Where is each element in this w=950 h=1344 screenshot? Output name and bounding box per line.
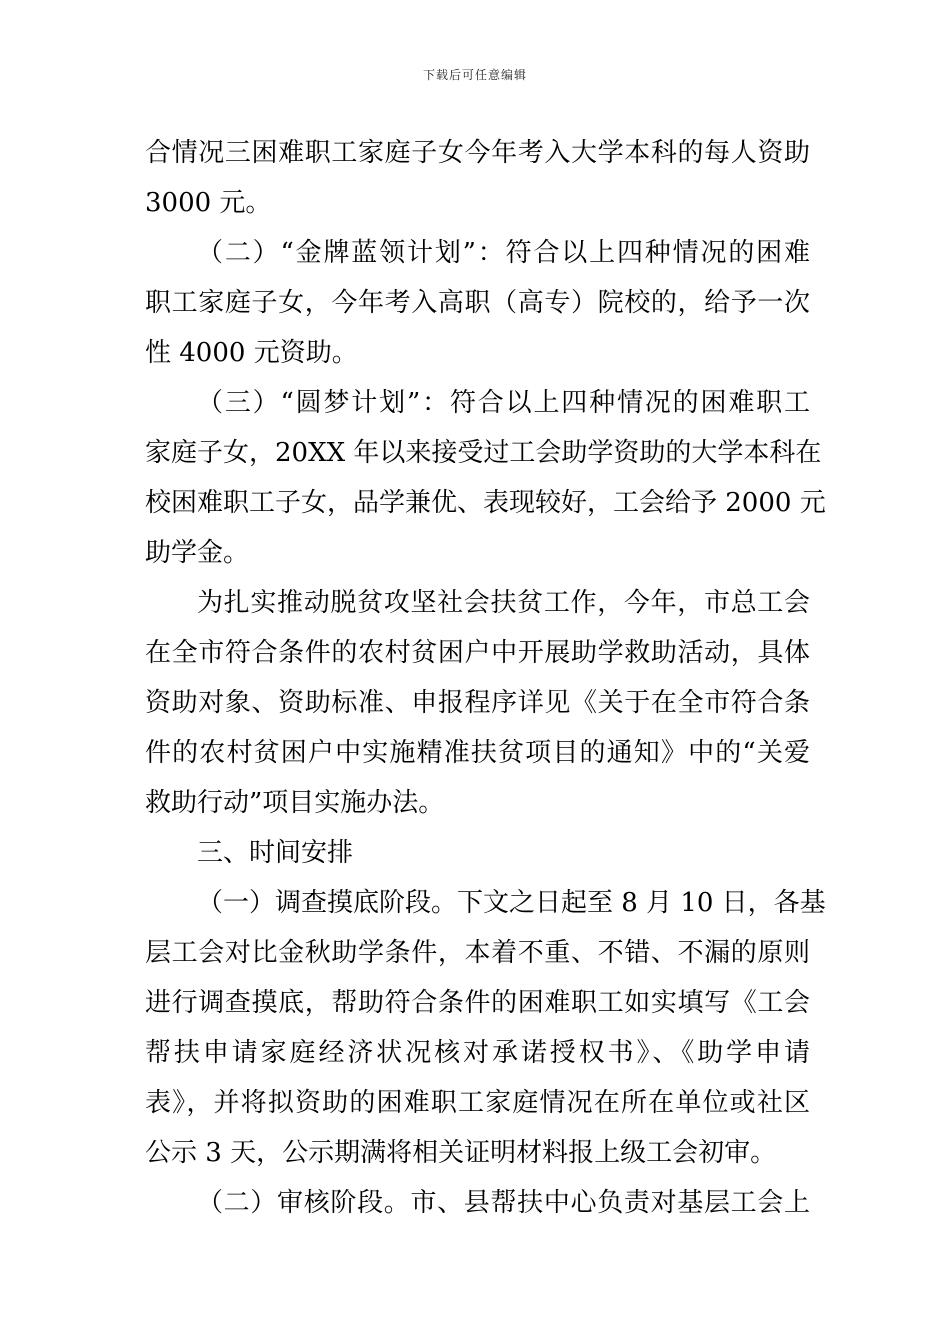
text-line: 资助对象、资助标准、申报程序详见《关于在全市符合条 bbox=[145, 688, 810, 718]
text-line: （一）调查摸底阶段。下文之日起至 8 月 10 日，各基 bbox=[197, 888, 826, 918]
text-line: 合情况三困难职工家庭子女今年考入大学本科的每人资助 bbox=[145, 138, 810, 168]
text-line: 三、时间安排 bbox=[197, 838, 354, 868]
text-line: 救助行动”项目实施办法。 bbox=[145, 788, 445, 818]
text-line: 校困难职工子女，品学兼优、表现较好，工会给予 2000 元 bbox=[145, 488, 826, 518]
text-line: 公示 3 天，公示期满将相关证明材料报上级工会初审。 bbox=[145, 1138, 777, 1168]
text-line: 性 4000 元资助。 bbox=[145, 338, 358, 368]
document-body bbox=[145, 128, 826, 1228]
text-line: 层工会对比金秋助学条件，本着不重、不错、不漏的原则 bbox=[145, 938, 810, 968]
text-line: （三）“圆梦计划”：符合以上四种情况的困难职工 bbox=[197, 388, 810, 418]
text-line: 职工家庭子女，今年考入高职（高专）院校的，给予一次 bbox=[145, 288, 810, 318]
text-line: 帮扶申请家庭经济状况核对承诺授权书》、《助学申请 bbox=[145, 1038, 810, 1068]
text-line: 3000 元。 bbox=[145, 188, 272, 218]
text-line: 在全市符合条件的农村贫困户中开展助学救助活动，具体 bbox=[145, 638, 810, 668]
text-line: （二）“金牌蓝领计划”：符合以上四种情况的困难 bbox=[197, 238, 810, 268]
text-line: 助学金。 bbox=[145, 538, 250, 568]
text-line: （二）审核阶段。市、县帮扶中心负责对基层工会上 bbox=[197, 1188, 810, 1218]
text-line: 为扎实推动脱贫攻坚社会扶贫工作，今年，市总工会 bbox=[197, 588, 810, 618]
text-line: 进行调查摸底，帮助符合条件的困难职工如实填写《工会 bbox=[145, 988, 810, 1018]
text-line: 表》，并将拟资助的困难职工家庭情况在所在单位或社区 bbox=[145, 1088, 810, 1118]
text-line: 家庭子女，20XX 年以来接受过工会助学资助的大学本科在 bbox=[145, 438, 822, 468]
text-line: 件的农村贫困户中实施精准扶贫项目的通知》中的“关爱 bbox=[145, 738, 810, 768]
page-header: 下载后可任意编辑 bbox=[422, 68, 527, 82]
